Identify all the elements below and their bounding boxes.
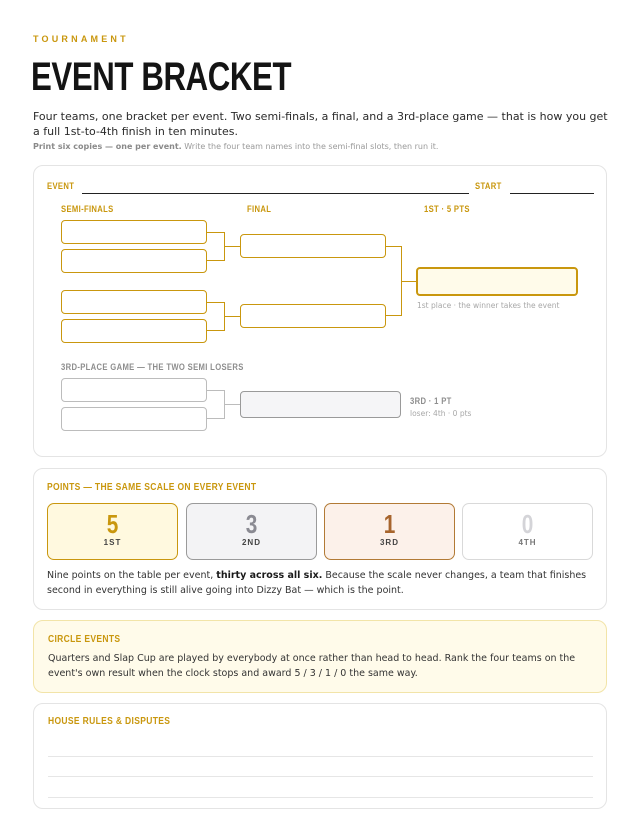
third-game-connector: [207, 390, 225, 419]
points-rank: 4TH: [518, 538, 537, 547]
final-connector: [386, 246, 402, 316]
first-place-label: 1ST · 5 PTS: [424, 204, 470, 214]
start-time-line[interactable]: [510, 193, 594, 194]
house-rules-heading: HOUSE RULES & DISPUTES: [48, 716, 171, 727]
rules-write-line[interactable]: [48, 776, 593, 777]
points-rank: 2ND: [241, 538, 261, 547]
semi1-team-b-slot[interactable]: [61, 249, 207, 273]
semi1-feed-line: [225, 246, 240, 247]
semi1-connector: [207, 232, 225, 261]
points-text-b: Because the scale never changes, a team that finishes second in everything is still alive going into Dizzy Bat — which is the point.: [47, 570, 587, 596]
semi1-team-a-slot[interactable]: [61, 220, 207, 244]
points-rank: 1ST: [103, 538, 122, 547]
points-text-a: Nine points on the table per event,: [47, 570, 217, 581]
points-tier-second: [186, 503, 317, 560]
points-panel: [33, 468, 607, 610]
intro-text: Four teams, one bracket per event. Two semi-finals, a final, and a 3rd-place game — that is how you get a full 1st-to-4th finish in ten minutes.: [33, 110, 608, 138]
rules-write-line[interactable]: [48, 756, 593, 757]
points-tier-fourth: [462, 503, 593, 560]
final-team-a-slot[interactable]: [240, 234, 386, 258]
event-name-line[interactable]: [82, 193, 469, 194]
semi2-team-b-slot[interactable]: [61, 319, 207, 343]
champion-caption: 1st place · the winner takes the event: [417, 301, 560, 310]
points-tier-third: [324, 503, 455, 560]
points-value: 3: [245, 509, 258, 539]
points-value: 1: [383, 509, 396, 539]
third-place-slot[interactable]: [240, 391, 401, 418]
start-label: START: [475, 181, 502, 191]
final-label: FINAL: [247, 204, 272, 214]
points-value: 0: [521, 509, 534, 539]
third-game-team-b-slot[interactable]: [61, 407, 207, 431]
points-value: 5: [106, 509, 119, 539]
circle-events-text: Quarters and Slap Cup are played by everybody at once rather than head to head. Rank the four teams on the event's own result when the clock stops and award 5 / 3 / 1 / 0 the same way.: [48, 653, 576, 679]
print-note-bold: Print six copies — one per event.: [33, 142, 182, 151]
rules-write-line[interactable]: [48, 797, 593, 798]
points-rank: 3RD: [379, 538, 399, 547]
third-game-feed-line: [225, 404, 240, 405]
semi2-feed-line: [225, 316, 240, 317]
print-note: [33, 142, 438, 151]
print-note-rest: Write the four team names into the semi-final slots, then run it.: [181, 142, 439, 151]
bracket-panel: [33, 165, 607, 457]
champion-slot[interactable]: [416, 267, 578, 296]
event-label: EVENT: [47, 181, 75, 191]
final-feed-line: [402, 281, 416, 282]
semi2-team-a-slot[interactable]: [61, 290, 207, 314]
final-team-b-slot[interactable]: [240, 304, 386, 328]
circle-events-heading: CIRCLE EVENTS: [48, 634, 121, 645]
semi2-connector: [207, 302, 225, 331]
third-place-caption: loser: 4th · 0 pts: [410, 409, 472, 418]
third-game-team-a-slot[interactable]: [61, 378, 207, 402]
circle-events-panel: [33, 620, 607, 693]
third-place-label: 3RD · 1 PT: [410, 396, 452, 406]
page-title: EVENT BRACKET: [31, 55, 292, 99]
points-tier-first: [47, 503, 178, 560]
points-explanation: [47, 568, 595, 598]
semifinals-label: SEMI-FINALS: [61, 204, 114, 214]
points-heading: POINTS — THE SAME SCALE ON EVERY EVENT: [47, 482, 257, 493]
points-text-bold: thirty across all six.: [216, 570, 323, 581]
third-place-game-label: 3RD-PLACE GAME — THE TWO SEMI LOSERS: [61, 362, 244, 372]
house-rules-panel: [33, 703, 607, 809]
eyebrow-label: TOURNAMENT: [33, 34, 129, 44]
